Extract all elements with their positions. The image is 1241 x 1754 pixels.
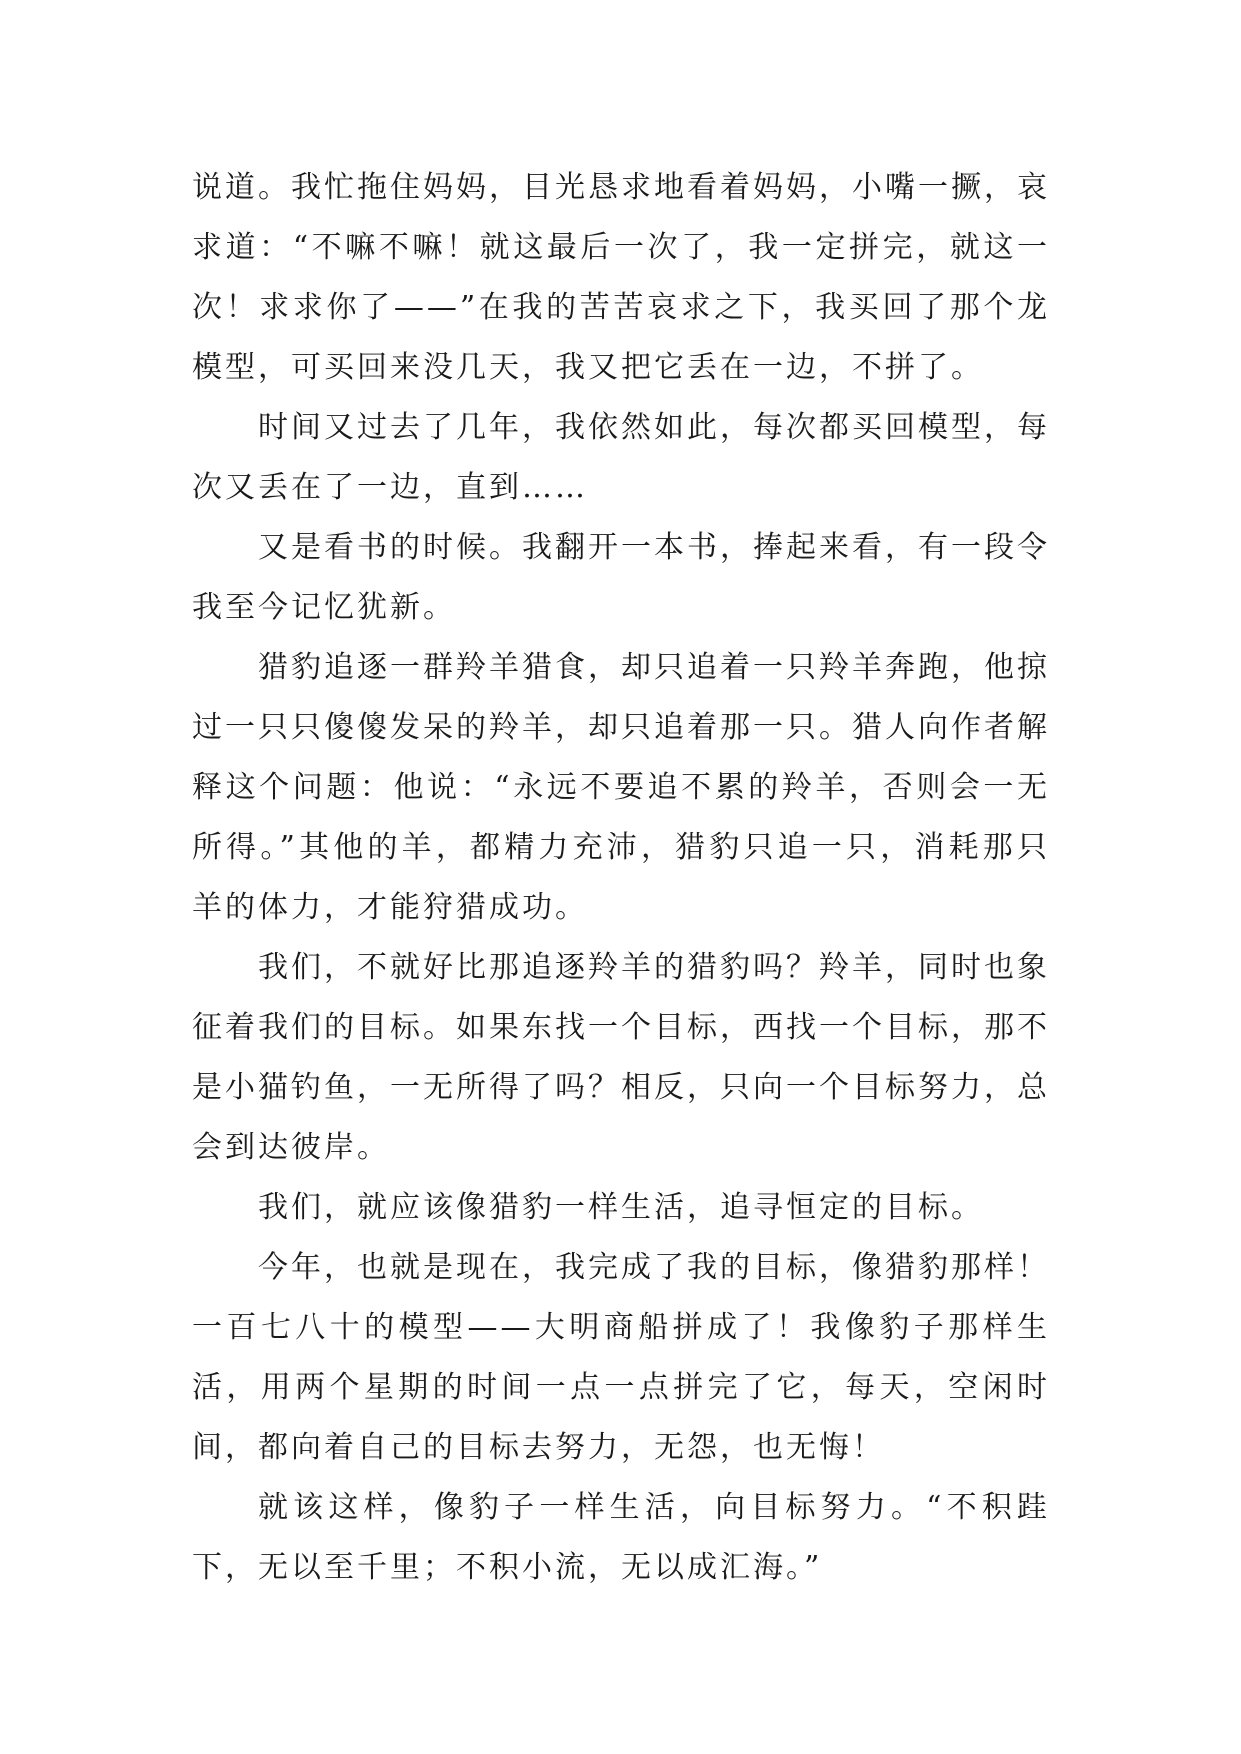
paragraph-4: 猎豹追逐一群羚羊猎食，却只追着一只羚羊奔跑，他掠过一只只傻傻发呆的羚羊，却只追着那一只。猎人向作者解释这个问题：他说：“永远不要追不累的羚羊，否则会一无所得。”其他的羊，都精力充沛，猎豹只追一只，消耗那只羊的体力，才能狩猎成功。 [192,650,1050,925]
paragraph-3: 又是看书的时候。我翻开一本书，捧起来看，有一段令我至今记忆犹新。 [192,530,1050,625]
paragraph-7: 今年，也就是现在，我完成了我的目标，像猎豹那样！一百七八十的模型——大明商船拼成了！我像豹子那样生活，用两个星期的时间一点一点拼完了它，每天，空闲时间，都向着自己的目标去努力，无怨，也无悔！ [192,1250,1050,1465]
paragraph-6: 我们，就应该像猎豹一样生活，追寻恒定的目标。 [258,1190,984,1225]
paragraph-1: 说道。我忙拖住妈妈，目光恳求地看着妈妈，小嘴一撅，哀求道：“不嘛不嘛！就这最后一次了，我一定拼完，就这一次！求求你了——”在我的苦苦哀求之下，我买回了那个龙模型，可买回来没几天，我又把它丢在一边，不拼了。 [192,170,1050,385]
paragraph-2: 时间又过去了几年，我依然如此，每次都买回模型，每次又丢在了一边，直到…… [192,410,1050,505]
paragraph-5: 我们，不就好比那追逐羚羊的猎豹吗？羚羊，同时也象征着我们的目标。如果东找一个目标，西找一个目标，那不是小猫钓鱼，一无所得了吗？相反，只向一个目标努力，总会到达彼岸。 [192,950,1050,1165]
paragraph-8: 就该这样，像豹子一样生活，向目标努力。“不积跬下，无以至千里；不积小流，无以成汇海。” [192,1490,1050,1585]
document-page [192,158,1050,1598]
